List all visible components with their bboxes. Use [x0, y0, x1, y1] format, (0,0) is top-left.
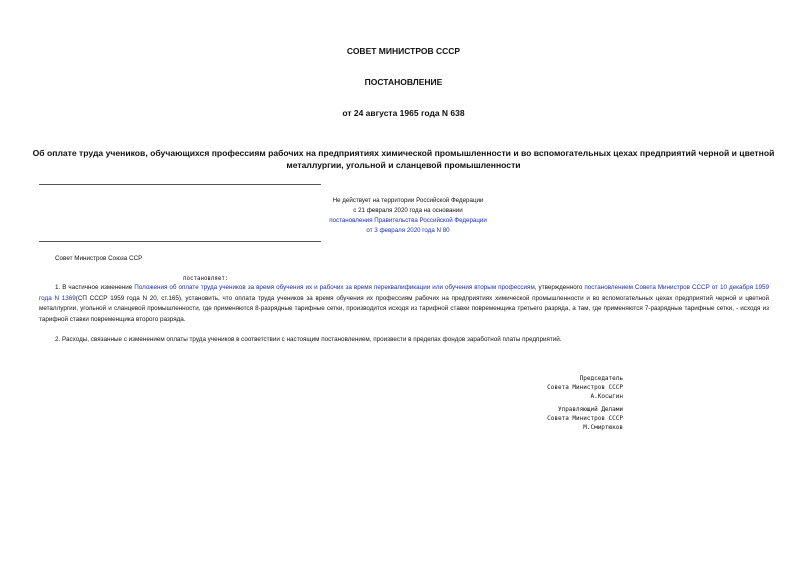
status-notice: [290, 196, 526, 236]
chair-title: Председатель: [579, 375, 623, 382]
status-notice-link-line2[interactable]: от 3 февраля 2020 года N 80: [366, 227, 450, 234]
issuer-line: Совет Министров Союза ССР: [55, 255, 143, 262]
paragraph-1: [39, 283, 769, 325]
chair-org: Совета Министров СССР: [547, 383, 623, 391]
document-title: Об оплате труда учеников, обучающихся профессиям рабочих на предприятиях химической промышленности и во вспомогательных цехах предприятий черной и цветной металлургии, угольной и сланцевой промышленности: [32, 148, 775, 170]
issuing-authority: СОВЕТ МИНИСТРОВ СССР: [346, 46, 461, 56]
signature-manager: [547, 406, 623, 432]
status-notice-line2: с 21 февраля 2020 года на основании: [353, 207, 463, 214]
paragraph-1-rest: (СП СССР 1959 года N 20, ст.165), установить, что оплата труда учеников за время обучения их профессиям рабочих на предприятиях химической промышленности и во вспомогательных цехах предприятий черной и цветной металлургии, угольной и сланцевой промышленности, где применяются 8-разрядные тарифные сетки, производится исходя из тарифной ставки повременщика третьего разряда, а там, где применяются 7-разрядные тарифные сетки, - исходя из тарифной ставки повременщика второго разряда.: [39, 294, 769, 323]
decides-line: постановляет:: [183, 276, 229, 282]
manager-name: М.Смиртюков: [583, 423, 623, 431]
bottom-divider: [39, 241, 321, 242]
chair-name: А.Косыгин: [590, 392, 623, 400]
paragraph-1-prefix: 1. В частичное изменение: [55, 284, 135, 291]
signature-chair: [547, 375, 623, 401]
manager-org: Совета Министров СССР: [547, 414, 623, 422]
regulation-link[interactable]: Положения об оплате труда учеников за время обучения их и рабочих за время переквалификации или обучения вторым профессиям: [134, 284, 535, 291]
manager-title: Управляющий Делами: [557, 406, 623, 413]
paragraph-2: 2. Расходы, связанные с изменением оплаты труда учеников в соответствии с настоящим постановлением, произвести в пределах фондов заработной платы предприятий.: [55, 336, 562, 343]
document-date-number: от 24 августа 1965 года N 638: [342, 108, 465, 118]
document-type: ПОСТАНОВЛЕНИЕ: [364, 77, 443, 87]
top-divider: [39, 184, 321, 185]
status-notice-line1: Не действует на территории Российской Федерации: [332, 197, 484, 204]
paragraph-1-mid: , утвержденного: [534, 284, 585, 291]
resolution-link[interactable]: постановлением Совета Министров СССР от 10 декабря 1959 года N 1369: [39, 284, 769, 302]
status-notice-link-line1[interactable]: постановления Правительства Российской Федерации: [329, 217, 487, 224]
